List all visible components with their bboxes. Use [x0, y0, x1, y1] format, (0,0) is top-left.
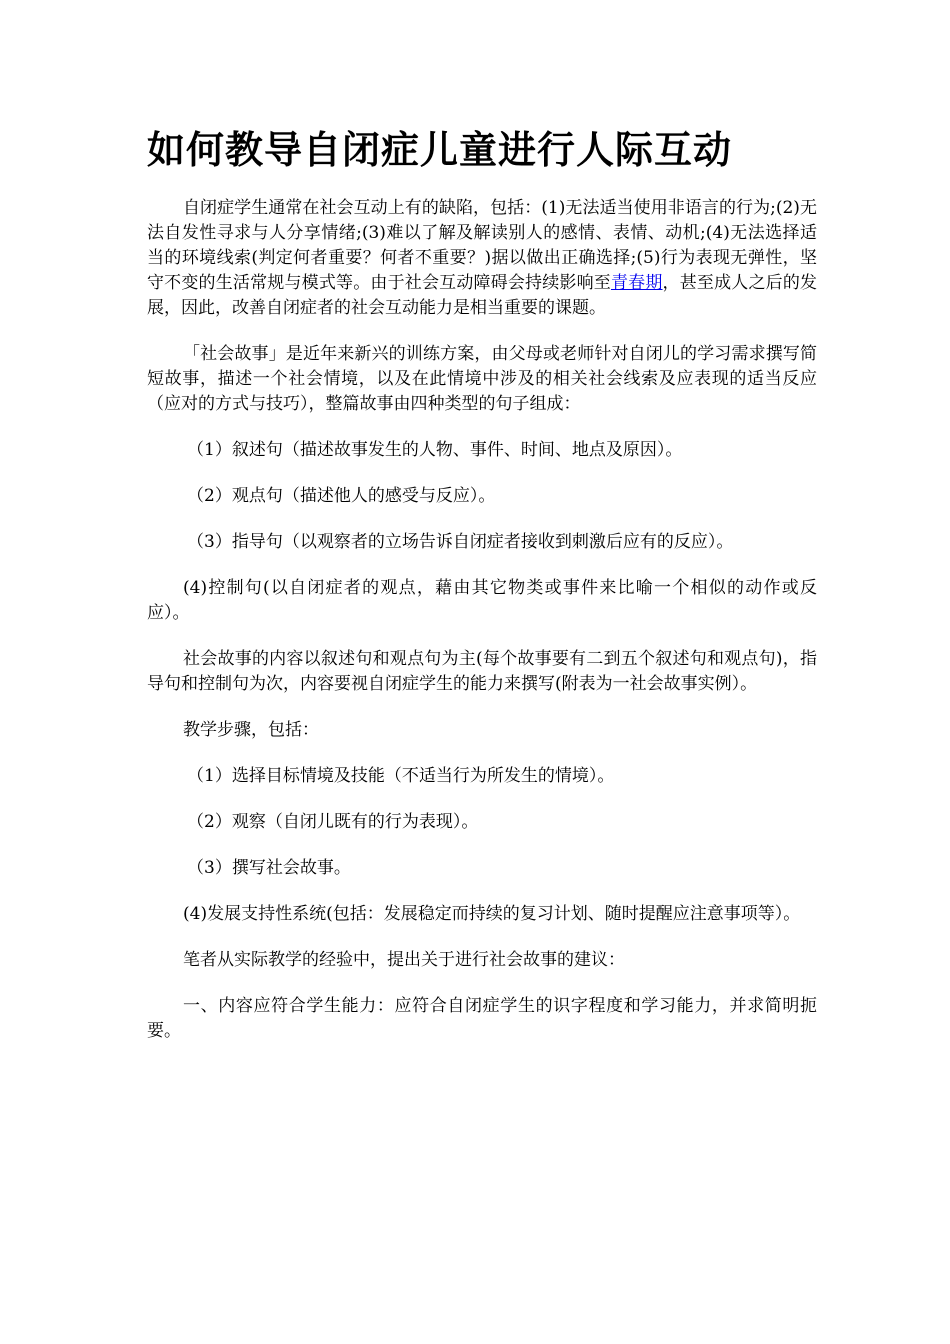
paragraph-intro [147, 196, 817, 321]
document-body [147, 124, 817, 1065]
list-item-perspective: （2）观点句（描述他人的感受与反应）。 [187, 486, 496, 506]
list-item-descriptive: （1）叙述句（描述故事发生的人物、事件、时间、地点及原因）。 [187, 440, 683, 460]
paragraph-steps-heading: 教学步骤，包括： [183, 720, 319, 740]
list-item-control: (4)控制句(以自闭症者的观点，藉由其它物类或事件来比喻一个相似的动作或反应）。 [147, 578, 817, 623]
paragraph-intro-text-end: ，甚至成人之后的发展，因此，改善自闭症者的社会互动能力是相当重要的课题。 [147, 273, 818, 318]
paragraph-suggestion-1: 一、内容应符合学生能力：应符合自闭症学生的识字程度和学习能力，并求简明扼要。 [147, 996, 817, 1041]
list-item-step-1: （1）选择目标情境及技能（不适当行为所发生的情境）。 [187, 766, 615, 786]
list-item-step-3: （3）撰写社会故事。 [187, 858, 351, 878]
list-item-directive: （3）指导句（以观察者的立场告诉自闭症者接收到刺激后应有的反应）。 [187, 532, 734, 552]
link-adolescence[interactable]: 青春期 [610, 273, 663, 293]
paragraph-content: 社会故事的内容以叙述句和观点句为主(每个故事要有二到五个叙述句和观点句)，指导句和控制句为次，内容要视自闭症学生的能力来撰写(附表为一社会故事实例）。 [147, 649, 817, 694]
list-item-step-4: (4)发展支持性系统(包括：发展稳定而持续的复习计划、随时提醒应注意事项等）。 [183, 904, 801, 924]
paragraph-suggestions: 笔者从实际教学的经验中，提出关于进行社会故事的建议： [183, 950, 625, 970]
paragraph-social-story: 「社会故事」是近年来新兴的训练方案，由父母或老师针对自闭儿的学习需求撰写简短故事，描述一个社会情境，以及在此情境中涉及的相关社会线索及应表现的适当反应（应对的方式与技巧），整篇故事由四种类型的句子组成： [147, 344, 817, 414]
paragraph-intro-text: 自闭症学生通常在社会互动上有的缺陷，包括：(1)无法适当使用非语言的行为;(2)无法自发性寻求与人分享情绪;(3)难以了解及解读别人的感情、表情、动机;(4)无法选择适当的环境线索(判定何者重要？何者不重要？)据以做出正确选择;(5)行为表现无弹性，坚守不变的生活常规与模式等。由于社会互动障碍会持续影响至 [147, 198, 817, 293]
page-title: 如何教导自闭症儿童进行人际互动 [147, 127, 733, 172]
list-item-step-2: （2）观察（自闭儿既有的行为表现）。 [187, 812, 479, 832]
